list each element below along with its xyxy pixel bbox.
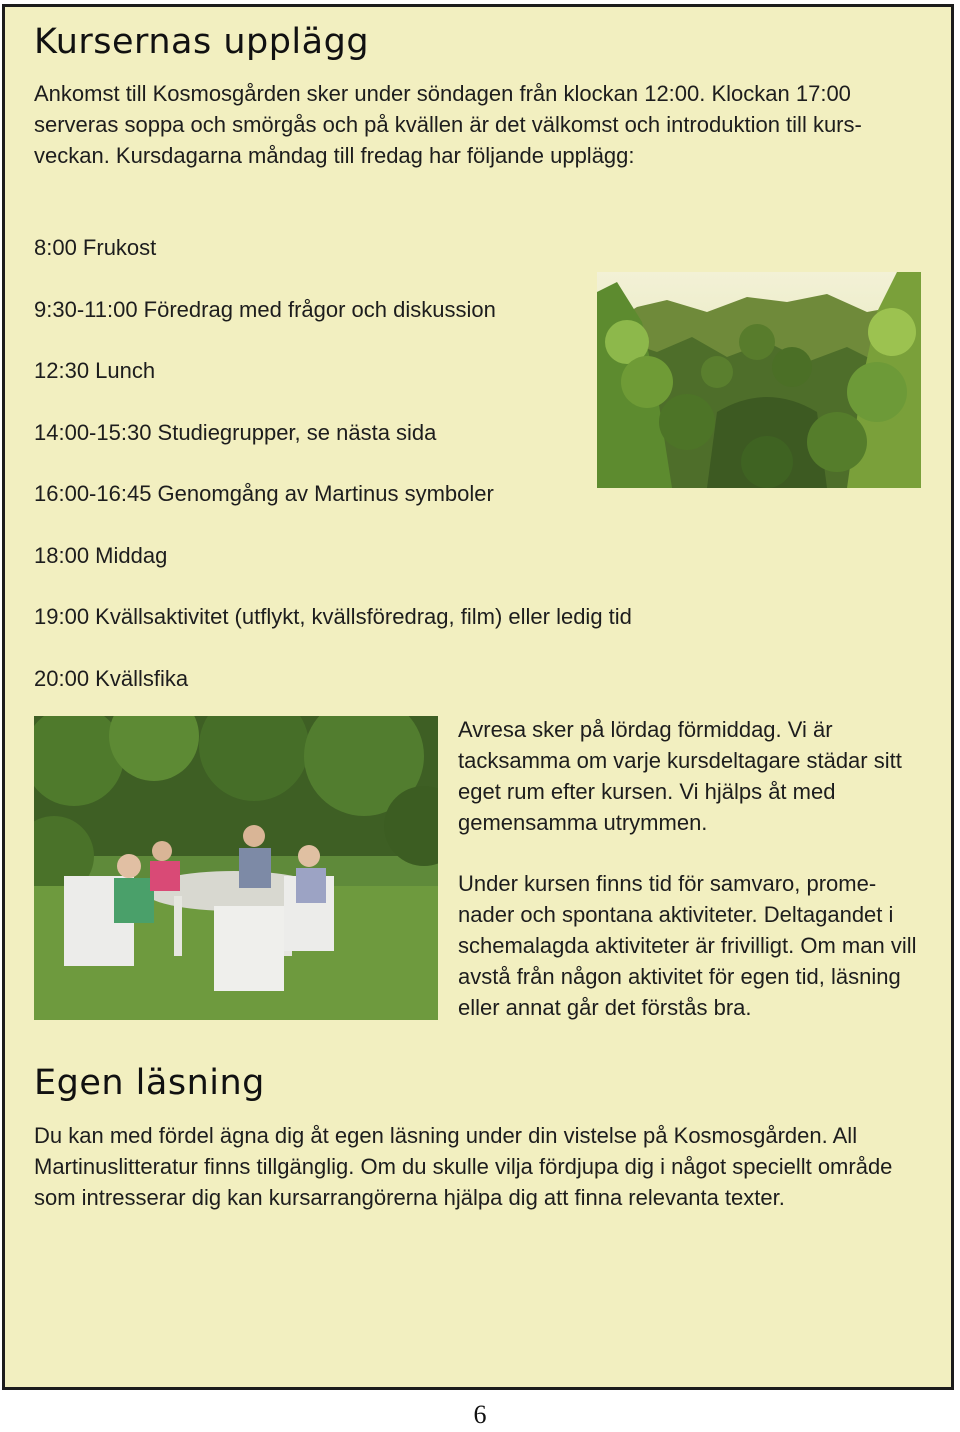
page-number: 6 — [473, 1400, 487, 1429]
schedule-item: 18:00 Middag — [34, 542, 168, 568]
schedule-item: 8:00 Frukost — [34, 235, 157, 260]
daily-schedule — [34, 232, 632, 724]
section-heading-reading: Egen läsning — [34, 1063, 265, 1103]
garden-photo — [34, 716, 438, 1020]
schedule-item: 19:00 Kvällsaktivitet (utflykt, kvällsföredrag, film) eller ledig tid — [34, 604, 632, 629]
intro-paragraph: Ankomst till Kosmosgården sker under söndagen från klockan 12:00. Klockan 17:00 serveras soppa och smörgås och på kvällen är det välkomst och introduktion till kurs-veckan. Kursdagarna måndag till fredag har följande upplägg: — [34, 81, 862, 168]
activities-paragraph: Under kursen finns tid för samvaro, prome-nader och spontana aktiviteter. Deltagandet i schemalagda aktiviteter är frivilligt. Om man vill avstå från någon aktivitet för egen tid, läsning eller annat går det förstås bra. — [458, 871, 917, 1020]
reading-paragraph: Du kan med fördel ägna dig åt egen läsning under din vistelse på Kosmosgården. All Martinuslitteratur finns tillgänglig. Om du skulle vilja fördjupa dig i något speciellt område som intresserar dig kan kursarrangörerna hjälpa dig att finna relevanta texter. — [34, 1123, 893, 1210]
forest-photo — [597, 272, 921, 488]
schedule-item: 9:30-11:00 Föredrag med frågor och diskussion — [34, 296, 496, 322]
departure-paragraph: Avresa sker på lördag förmiddag. Vi är tacksamma om varje kursdeltagare städar sitt eget rum efter kursen. Vi hjälps åt med gemensamma utrymmen. — [458, 717, 902, 835]
schedule-item: 14:00-15:30 Studiegrupper, se nästa sida — [34, 419, 437, 445]
schedule-item: 16:00-16:45 Genomgång av Martinus symboler — [34, 481, 494, 506]
schedule-item: 20:00 Kvällsfika — [34, 665, 189, 691]
section-heading-schedule: Kursernas upplägg — [34, 22, 370, 62]
schedule-item: 12:30 Lunch — [34, 358, 156, 383]
